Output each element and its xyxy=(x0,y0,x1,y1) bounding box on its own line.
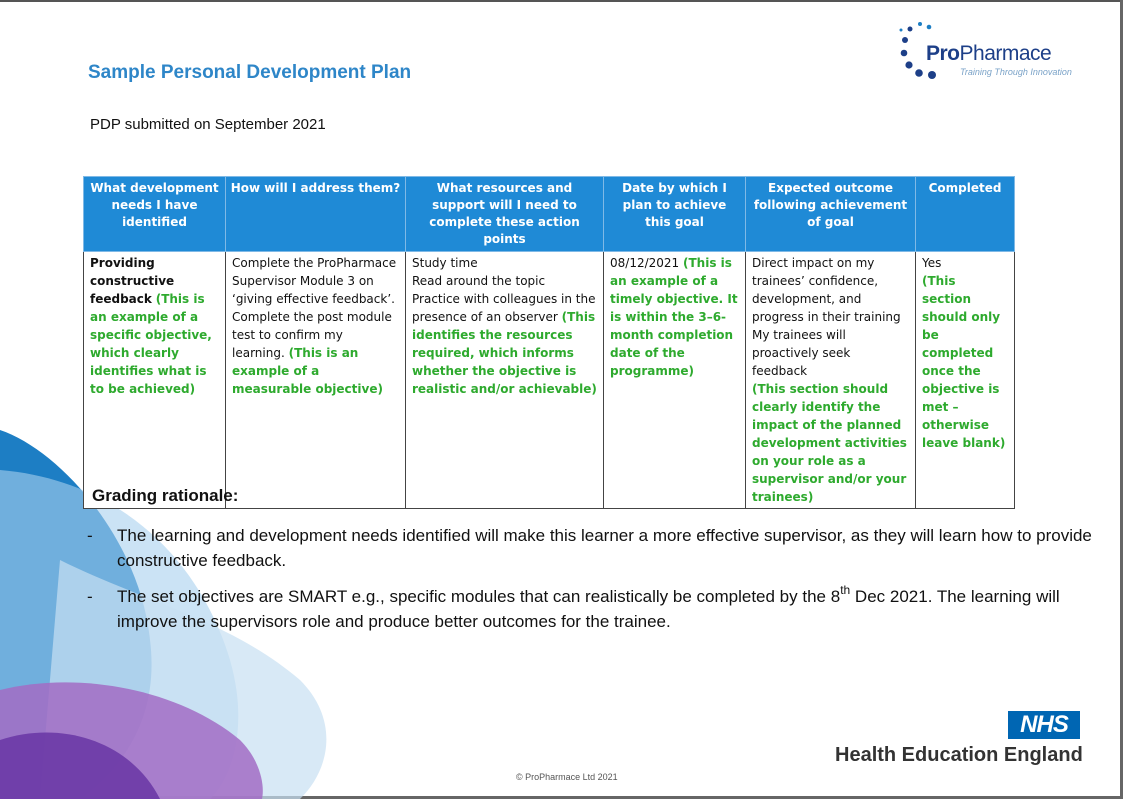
target-date-note: (This is an example of a timely objective. It is within the 3–6-month completion date of the programme) xyxy=(610,256,738,378)
resources-note: (This identifies the resources required, which informs whether the objective is realistic and/or achievable) xyxy=(412,310,597,396)
logo-wordmark: ProPharmace xyxy=(926,42,1052,65)
bullet-text-end: Dec 2021. The learning will improve the supervisors role and produce better outcomes for the trainee. xyxy=(117,587,1060,631)
target-date: 08/12/2021 xyxy=(610,256,680,270)
table-header-row xyxy=(84,177,1015,252)
header-completed: Completed xyxy=(916,177,1015,252)
need-note: (This is an example of a specific objective, which clearly identifies what is to be achieved) xyxy=(90,292,212,396)
bullet-text-start: The set objectives are SMART e.g., specific modules that can realistically be completed by the 8 xyxy=(117,587,841,606)
outcome-item: My trainees will proactively seek feedback xyxy=(752,328,851,378)
resource-item: Read around the topic xyxy=(412,274,546,288)
resource-item: Study time xyxy=(412,256,478,270)
header-resources-support: What resources and support will I need to complete these action points xyxy=(406,177,604,252)
header-how-address: How will I address them? xyxy=(226,177,406,252)
health-education-england-label: Health Education England xyxy=(835,744,1083,766)
header-target-date: Date by which I plan to achieve this goal xyxy=(604,177,746,252)
need-title: Providing constructive feedback xyxy=(90,256,175,306)
page-title: Sample Personal Development Plan xyxy=(88,62,412,83)
completed-note: (This section should only be completed once the objective is met – otherwise leave blank) xyxy=(922,274,1006,450)
table-row xyxy=(84,252,1015,509)
cell-completed xyxy=(916,252,1015,509)
cell-target-date xyxy=(604,252,746,509)
grading-rationale-heading: Grading rationale: xyxy=(92,486,239,505)
outcome-note: (This section should clearly identify the impact of the planned development activities on your role as a supervisor and/or your trainees) xyxy=(752,382,907,504)
copyright-text: © ProPharmace Ltd 2021 xyxy=(516,772,618,782)
cell-resources xyxy=(406,252,604,509)
pdp-submitted-date: PDP submitted on September 2021 xyxy=(90,116,326,133)
bullet-dash: - xyxy=(87,587,93,606)
pdp-table xyxy=(83,176,1015,509)
resource-item: Practice with colleagues in the presence of an observer xyxy=(412,292,596,324)
nhs-logo: NHS xyxy=(1008,711,1080,739)
header-development-needs: What development needs I have identified xyxy=(84,177,226,252)
address-note: (This is an example of a measurable objective) xyxy=(232,346,383,396)
grading-bullet-2 xyxy=(87,583,1107,634)
ordinal-suffix: th xyxy=(840,583,851,597)
completed-value: Yes xyxy=(922,256,942,270)
bullet-text: The learning and development needs identified will make this learner a more effective supervisor, as they will learn how to provide constructive feedback. xyxy=(117,526,1092,570)
cell-how-address xyxy=(226,252,406,509)
bullet-dash: - xyxy=(87,526,93,545)
propharmace-logo xyxy=(896,20,1086,82)
header-expected-outcome: Expected outcome following achievement of goal xyxy=(746,177,916,252)
grading-bullet-1 xyxy=(87,523,1107,573)
address-text: Complete the ProPharmace Supervisor Module 3 on ‘giving effective feedback’. Complete the post module test to confirm my learning. xyxy=(232,256,397,360)
cell-development-need xyxy=(84,252,226,509)
cell-expected-outcome xyxy=(746,252,916,509)
logo-tagline: Training Through Innovation xyxy=(960,67,1072,77)
outcome-item: Direct impact on my trainees’ confidence, development, and progress in their training xyxy=(752,256,901,324)
